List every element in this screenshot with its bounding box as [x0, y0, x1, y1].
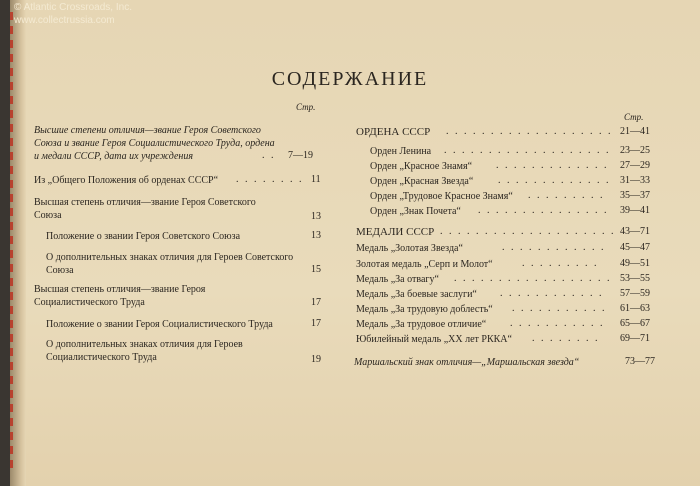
toc-page-number: 53—55: [620, 273, 650, 284]
toc-page-number: 73—77: [625, 356, 655, 367]
section-heading: ОРДЕНА СССР: [356, 126, 431, 138]
toc-page-number: 23—25: [620, 145, 650, 156]
toc-page-number: 49—51: [620, 258, 650, 269]
toc-entry: Золотая медаль „Серп и Молот“: [356, 259, 493, 270]
toc-page-number: 7—19: [288, 150, 313, 161]
watermark-line2: www.collectrussia.com: [14, 15, 115, 26]
toc-entry: Высшие степени отличия—звание Героя Советского Союза и звание Героя Социалистического Труда, ордена и медали СССР, дата их учреждения: [34, 125, 275, 162]
right-page-label: Стр.: [624, 112, 644, 122]
toc-page-number: 45—47: [620, 242, 650, 253]
leader-dots: . . . . . . . . . . . . . . . . . .: [454, 273, 612, 284]
toc-entry: Орден „Красная Звезда“: [370, 176, 474, 187]
leader-dots: . . . . . . . . . . . . .: [498, 175, 611, 186]
toc-entry: Орден Ленина: [370, 146, 432, 157]
toc-page-number: 17: [311, 318, 321, 329]
leader-dots: . . . . . . . .: [236, 174, 304, 185]
toc-page-number: 27—29: [620, 160, 650, 171]
leader-dots: . . . . . . . . . . . .: [502, 242, 606, 253]
leader-dots: . . . . . . . . . . . . .: [496, 160, 609, 171]
leader-dots: . . . . . . . . .: [528, 190, 605, 201]
toc-page-number: 57—59: [620, 288, 650, 299]
leader-dots: . . . . . . . . . . .: [510, 318, 605, 329]
section-heading: МЕДАЛИ СССР: [356, 226, 435, 238]
toc-page-number: 13: [311, 211, 321, 222]
toc-entry: Положение о звании Героя Социалистического Труда: [46, 319, 273, 330]
toc-page-number: 11: [311, 174, 321, 185]
leader-dots: . .: [262, 150, 276, 161]
leader-dots: . . . . . . . . .: [522, 258, 599, 269]
toc-entry: Из „Общего Положения об орденах СССР“: [34, 175, 219, 186]
leader-dots: . . . . . . . . . . . . . . .: [478, 205, 609, 216]
toc-page-number: 21—41: [620, 126, 650, 137]
leader-dots: . . . . . . . .: [532, 333, 600, 344]
toc-entry: О дополнительных знаках отличия для Героев Советского Союза: [46, 252, 294, 276]
leader-dots: . . . . . . . . . . . .: [500, 288, 604, 299]
toc-page-number: 17: [311, 297, 321, 308]
toc-page-number: 39—41: [620, 205, 650, 216]
left-page-label: Стр.: [296, 102, 316, 112]
toc-page-number: 35—37: [620, 190, 650, 201]
toc-entry: Высшая степень отличия—звание Героя Социалистического Труда: [34, 284, 206, 308]
toc-entry: О дополнительных знаках отличия для Героев Социалистического Труда: [46, 339, 243, 363]
toc-entry: Маршальский знак отличия—„Маршальская звезда“: [354, 357, 580, 368]
leader-dots: . . . . . . . . . . . . . . . . . . . .: [440, 226, 616, 237]
toc-entry: Высшая степень отличия—звание Героя Советского Союза: [34, 197, 256, 221]
watermark-line1: © Atlantic Crossroads, Inc.: [14, 2, 132, 13]
toc-page-number: 61—63: [620, 303, 650, 314]
toc-page-number: 65—67: [620, 318, 650, 329]
leader-dots: . . . . . . . . . . . . . . . . . . .: [444, 145, 611, 156]
toc-entry: Медаль „За отвагу“: [356, 274, 439, 285]
toc-entry: Медаль „За боевые заслуги“: [356, 289, 477, 300]
page-title: СОДЕРЖАНИЕ: [271, 68, 429, 90]
toc-page-number: 31—33: [620, 175, 650, 186]
toc-entry: Юбилейный медаль „XX лет РККА“: [356, 334, 512, 345]
toc-page-number: 69—71: [620, 333, 650, 344]
leader-dots: . . . . . . . . . . .: [512, 303, 607, 314]
toc-entry: Орден „Знак Почета“: [370, 206, 461, 217]
toc-entry: Орден „Трудовое Красное Знамя“: [370, 191, 513, 202]
toc-entry: Медаль „За трудовую доблесть“: [356, 304, 493, 315]
toc-page-number: 19: [311, 354, 321, 365]
toc-entry: Медаль „За трудовое отличие“: [356, 319, 487, 330]
toc-entry: Медаль „Золотая Звезда“: [356, 243, 463, 254]
toc-entry: Орден „Красное Знамя“: [370, 161, 473, 172]
toc-page-number: 15: [311, 264, 321, 275]
toc-page-number: 43—71: [620, 226, 650, 237]
toc-page-number: 13: [311, 230, 321, 241]
leader-dots: . . . . . . . . . . . . . . . . . . .: [446, 126, 613, 137]
toc-entry: Положение о звании Героя Советского Союза: [46, 231, 241, 242]
